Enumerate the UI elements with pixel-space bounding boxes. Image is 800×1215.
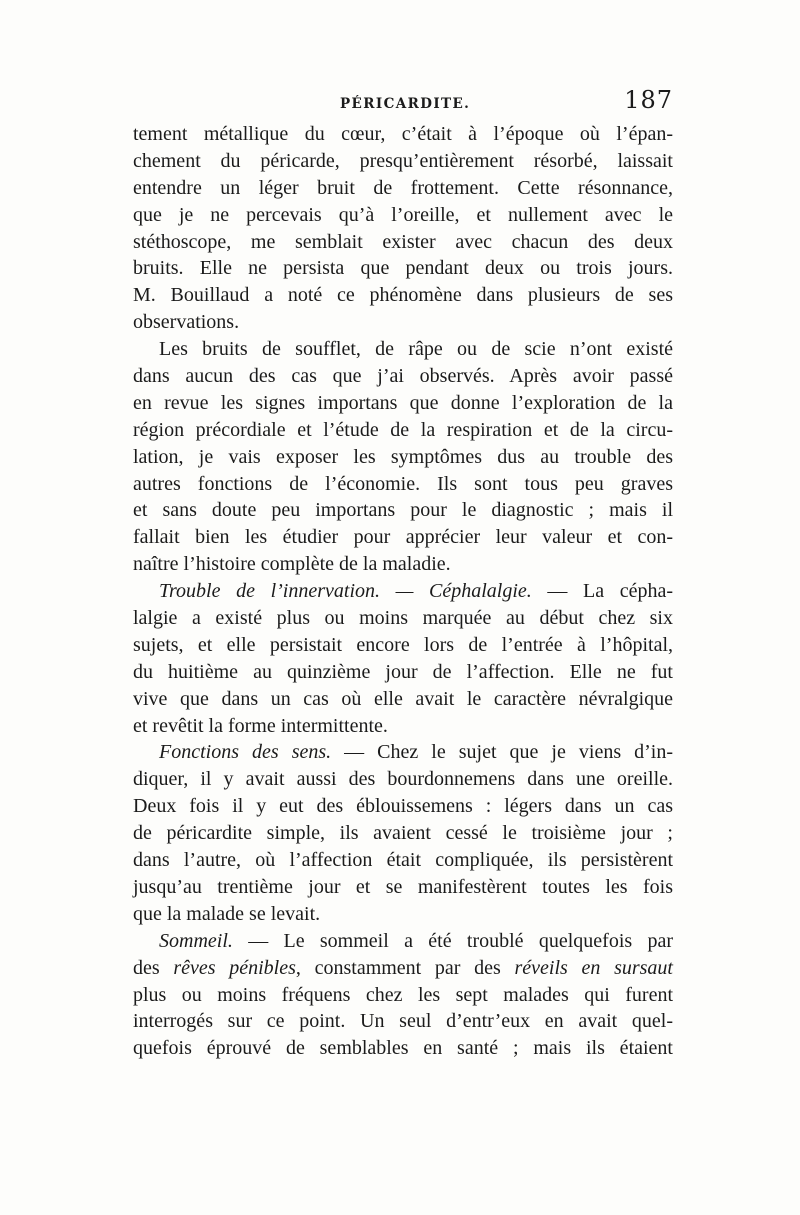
- text-line: entendre un léger bruit de frottement. Cette résonnance,: [133, 176, 673, 199]
- text-line: que la malade se levait.: [133, 902, 321, 925]
- text-line: lation, je vais exposer les symptômes dus au trouble des: [133, 445, 673, 468]
- text-line: et revêtit la forme intermittente.: [133, 714, 388, 737]
- text-line: que je ne percevais qu’à l’oreille, et nullement avec le: [133, 203, 673, 226]
- body-text: [133, 121, 673, 1062]
- text-line: M. Bouillaud a noté ce phénomène dans plusieurs de ses: [133, 284, 673, 307]
- text-line: diquer, il y avait aussi des bourdonnemens dans une oreille.: [133, 768, 673, 791]
- page-number: 187: [624, 86, 673, 114]
- text-line: stéthoscope, me semblait exister avec chacun des deux: [133, 230, 673, 253]
- text-line: plus ou moins fréquens chez les sept malades qui furent: [133, 983, 673, 1006]
- paragraph: [133, 928, 673, 1062]
- text-line: Deux fois il y eut des éblouissemens : légers dans un cas: [133, 795, 673, 818]
- text-run: , constamment par des: [295, 956, 515, 979]
- text-line: autres fonctions de l’économie. Ils sont tous peu graves: [133, 472, 673, 495]
- text-line: chement du péricarde, presqu’entièrement résorbé, laissait: [133, 149, 673, 172]
- text-line: lalgie a existé plus ou moins marquée au début chez six: [133, 607, 673, 630]
- text-line: du huitième au quinzième jour de l’affection. Elle ne fut: [133, 660, 673, 683]
- text-line: bruits. Elle ne persista que pendant deux ou trois jours.: [133, 257, 673, 280]
- text-line: sujets, et elle persistait encore lors de l’entrée à l’hôpital,: [133, 633, 673, 656]
- text-line: région précordiale et l’étude de la respiration et de la circu-: [133, 418, 673, 441]
- page-header: [133, 86, 673, 122]
- section-lead: Sommeil.: [159, 929, 233, 952]
- text-line: tement métallique du cœur, c’était à l’époque où l’épan-: [133, 123, 673, 145]
- text-run: — Chez le sujet que je viens d’in-: [331, 741, 673, 764]
- text-line: vive que dans un cas où elle avait le caractère névralgique: [133, 687, 673, 710]
- text-line: de péricardite simple, ils avaient cessé le troisième jour ;: [133, 822, 673, 845]
- paragraph: [133, 121, 673, 336]
- section-lead: Fonctions des sens.: [159, 741, 332, 764]
- text-line: dans aucun des cas que j’ai observés. Après avoir passé: [133, 365, 673, 388]
- section-lead: Trouble de l’innervation. — Céphalalgie.: [159, 580, 532, 603]
- text-run: des: [133, 956, 174, 979]
- text-line: fallait bien les étudier pour apprécier leur valeur et con-: [133, 526, 673, 549]
- text-line: [133, 578, 673, 605]
- italic-phrase: rêves pénibles: [173, 956, 296, 979]
- text-line: Les bruits de soufflet, de râpe ou de scie n’ont existé: [159, 338, 673, 361]
- paragraph: [133, 739, 673, 927]
- text-run: — Le sommeil a été troublé quelquefois par: [232, 929, 673, 952]
- text-line: [133, 928, 673, 955]
- running-title: PÉRICARDITE.: [340, 96, 471, 112]
- text-line: [133, 739, 673, 766]
- italic-phrase: réveils en sursaut: [514, 956, 673, 979]
- text-line: et sans doute peu importans pour le diagnostic ; mais il: [133, 499, 673, 522]
- text-line: observations.: [133, 311, 240, 334]
- text-run: — La cépha-: [531, 580, 673, 603]
- text-line: [133, 955, 673, 982]
- text-line: naître l’histoire complète de la maladie.: [133, 553, 451, 576]
- text-line: quefois éprouvé de semblables en santé ; mais ils étaient: [133, 1037, 673, 1060]
- text-line: jusqu’au trentième jour et se manifestèrent toutes les fois: [133, 875, 673, 898]
- paragraph: [133, 578, 673, 739]
- paragraph: [133, 336, 673, 578]
- text-line: dans l’autre, où l’affection était compliquée, ils persistèrent: [133, 849, 673, 872]
- text-line: en revue les signes importans que donne l’exploration de la: [133, 391, 673, 414]
- text-line: interrogés sur ce point. Un seul d’entr’eux en avait quel-: [133, 1010, 673, 1033]
